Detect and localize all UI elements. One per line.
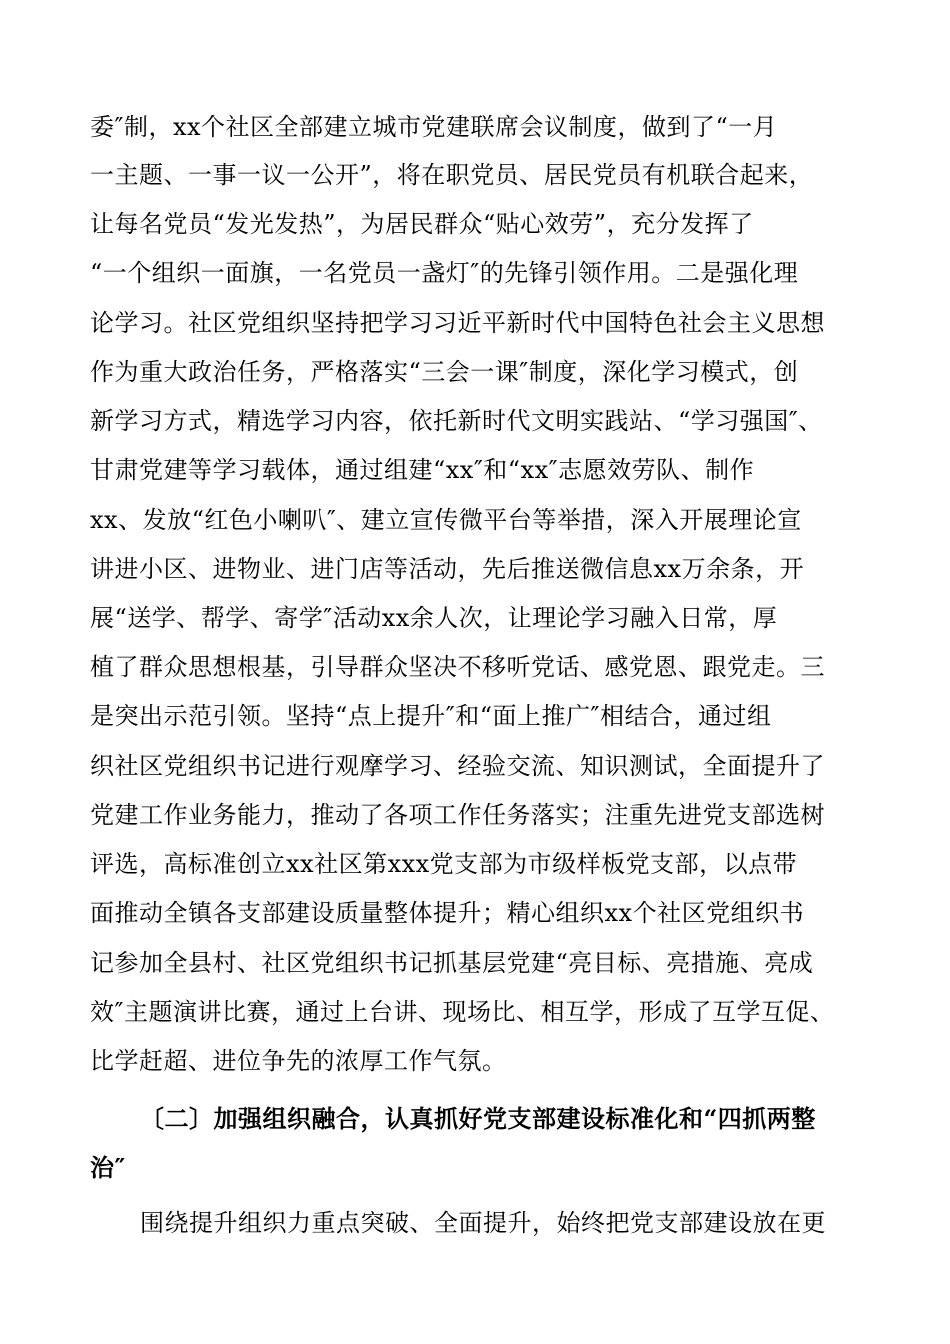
section-heading-line-2: 治″	[90, 1153, 126, 1182]
body-line-11: 展“送学、帮学、寄学″活动xx余人次，让理论学习融入日常，厚	[90, 604, 778, 632]
body-line-18: 记参加全县村、社区党组织书记抓基层党建“亮目标、亮措施、亮成	[90, 949, 814, 977]
body-line-13: 是突出示范引领。坚持“点上提升″和“面上推广″相结合，通过组	[90, 702, 772, 730]
section-heading-line-1: 〔二〕加强组织融合，认真抓好党支部建设标准化和“四抓两整	[140, 1104, 816, 1133]
body-line-14: 织社区党组织书记进行观摩学习、经验交流、知识测试，全面提升了	[90, 752, 825, 780]
body-line-6: 作为重大政治任务，严格落实“三会一课″制度，深化学习模式，创	[90, 358, 799, 386]
body-line-2: 一主题、一事一议一公开”，将在职党员、居民党员有机联合起来，	[90, 161, 814, 189]
body-line-17: 面推动全镇各支部建设质量整体提升；精心组织xx个社区党组织书	[90, 899, 805, 927]
body-line-8: 甘肃党建等学习载体，通过组建“xx″和“xx″志愿效劳队、制作	[90, 456, 755, 484]
body-line-16: 评选，高标准创立xx社区第xxx党支部为市级样板党支部，以点带	[90, 850, 798, 878]
body-line-10: 讲进小区、进物业、进门店等活动，先后推送微信息xx万余条，开	[90, 555, 805, 583]
body-line-12: 植了群众思想根基，引导群众坚决不移听党话、感党恩、跟党走。三	[90, 653, 825, 681]
body-line-15: 党建工作业务能力，推动了各项工作任务落实；注重先进党支部选树	[90, 801, 825, 829]
body-line-1: 委″制，xx个社区全部建立城市党建联席会议制度，做到了“一月	[90, 113, 778, 141]
body-line-4: “一个组织一面旗，一名党员一盏灯″的先锋引领作用。二是强化理	[90, 259, 799, 287]
body-line-20: 比学赶超、进位争先的浓厚工作气氛。	[90, 1047, 507, 1075]
body-line-5: 论学习。社区党组织坚持把学习习近平新时代中国特色社会主义思想	[90, 309, 825, 337]
body-line-3: 让每名党员“发光发热”，为居民群众“贴心效劳”，充分发挥了	[90, 210, 754, 238]
body-line-19: 效″主题演讲比赛，通过上台讲、现场比、相互学，形成了互学互促、	[90, 998, 835, 1026]
closing-paragraph-line: 围绕提升组织力重点突破、全面提升，始终把党支部建设放在更	[140, 1209, 826, 1237]
body-line-9: xx、发放“红色小喇叭″、建立宣传微平台等举措，深入开展理论宣	[90, 506, 802, 534]
body-line-7: 新学习方式，精选学习内容，依托新时代文明实践站、“学习强国″、	[90, 407, 823, 435]
